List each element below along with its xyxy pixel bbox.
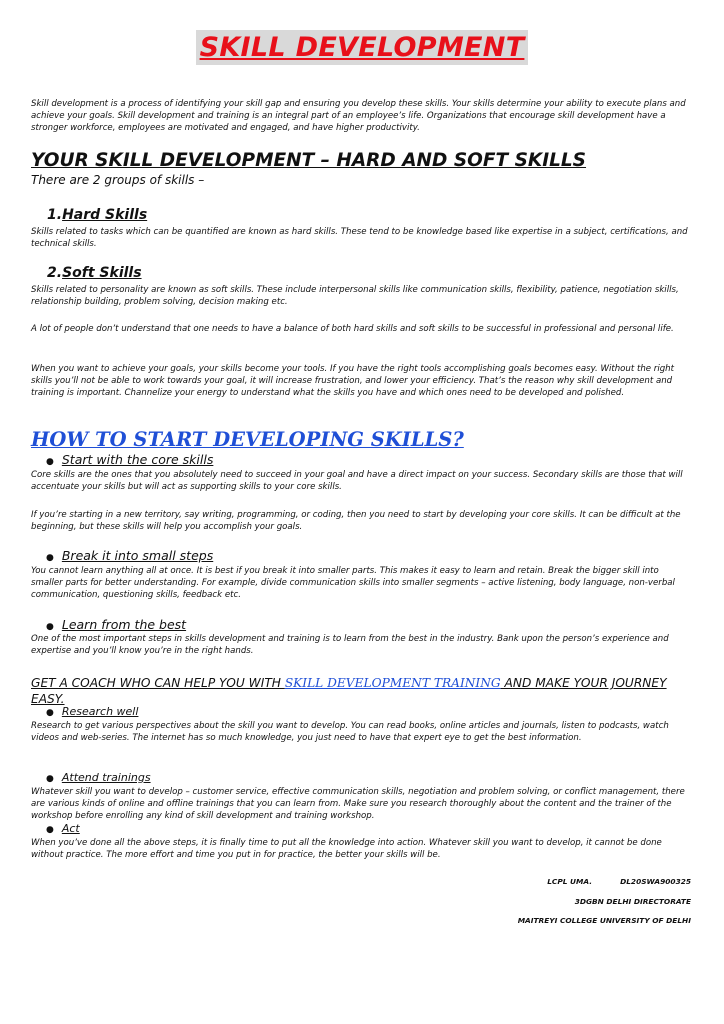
signature-id: DL20SWA900325 xyxy=(620,877,691,886)
research-text: Research to get various perspectives about the skill you want to develop. You can read books, online articles and journals, listen to podcasts, watch videos and web-series. The internet has so much knowledge, you just need to have that expert eye to get the best information. xyxy=(31,721,669,743)
bullet-small-steps xyxy=(46,548,213,563)
act-text: When you’ve done all the above steps, it is finally time to put all the knowledge into action. Whatever skill you want to develop, it cannot be done without practice. The more effort and time you put in for practice, the better your skills will be. xyxy=(31,838,662,860)
section-heading-skills: YOUR SKILL DEVELOPMENT – HARD AND SOFT SKILLS xyxy=(31,150,587,171)
core-skills-text: Core skills are the ones that you absolutely need to succeed in your goal and have a direct impact on your success. Secondary skills are those that will accentuate your skills but will act as supporting skills to your core skills. xyxy=(31,470,683,492)
soft-skills-text: Skills related to personality are known as soft skills. These include interpersonal skills like communication skills, flexibility, patience, negotiation skills, relationship building, problem solving, decision making etc. xyxy=(31,285,679,307)
bullet-label: Act xyxy=(61,822,80,835)
coach-heading-part2: AND MAKE YOUR JOURNEY EASY. xyxy=(31,676,667,706)
balance-paragraph: A lot of people don’t understand that one needs to have a balance of both hard skills and soft skills to be successful in professional and personal life. xyxy=(31,324,674,334)
bullet-icon: ● xyxy=(46,457,54,467)
soft-skills-heading xyxy=(47,265,142,281)
hard-skills-heading xyxy=(47,207,147,223)
signature-college: MAITREYI COLLEGE UNIVERSITY OF DELHI xyxy=(517,916,691,925)
section-subheading: There are 2 groups of skills – xyxy=(31,173,205,187)
bullet-label: Attend trainings xyxy=(61,771,151,784)
bullet-label: Learn from the best xyxy=(61,617,187,632)
signature-name-line xyxy=(547,877,691,886)
learn-best-text: One of the most important steps in skills development and training is to learn from the best in the industry. Bank upon the person’s experience and expertise and you’ll know you’re in the right hands. xyxy=(31,634,669,656)
bullet-icon: ● xyxy=(46,774,54,784)
bullet-icon: ● xyxy=(46,708,54,718)
bullet-trainings xyxy=(46,771,151,784)
coach-heading-part1: GET A COACH WHO CAN HELP YOU WITH xyxy=(31,676,285,690)
tools-paragraph: When you want to achieve your goals, your skills become your tools. If you have the right tools accomplishing goals becomes easy. Without the right skills you’ll not be able to work towards your goal, it will increase frustration, and lower your efficiency. That’s the reason why skill development and training is important. Channelize your energy to understand what the skills you have and which ones need to be developed and polished. xyxy=(31,364,674,398)
bullet-label: Start with the core skills xyxy=(61,452,214,467)
section-heading-coach xyxy=(31,675,691,707)
bullet-core-skills xyxy=(46,452,213,467)
hard-skills-title: Hard Skills xyxy=(62,207,148,223)
bullet-icon: ● xyxy=(46,622,54,632)
bullet-learn-best xyxy=(46,617,186,632)
small-steps-text: You cannot learn anything all at once. It is best if you break it into smaller parts. This makes it easy to learn and retain. Break the bigger skill into smaller parts for better understanding. For example, divide communication skills into smaller segments – active listening, body language, non-verbal communication, questioning skills, feedback etc. xyxy=(31,566,675,600)
page-title: SKILL DEVELOPMENT xyxy=(196,30,529,65)
hard-skills-number: 1. xyxy=(47,207,63,223)
intro-paragraph: Skill development is a process of identifying your skill gap and ensuring you develop these skills. Your skills determine your ability to execute plans and achieve your goals. Skill development and training is an integral part of an employee’s life. Organizations that encourage skill development have a stronger workforce, employees are motivated and engaged, and have higher productivity. xyxy=(31,99,686,133)
section-heading-how-to-start: HOW TO START DEVELOPING SKILLS? xyxy=(31,428,464,451)
skill-training-link[interactable]: SKILL DEVELOPMENT TRAINING xyxy=(284,676,501,690)
bullet-icon: ● xyxy=(46,825,54,835)
core-skills-text-2: If you’re starting in a new territory, say writing, programming, or coding, then you need to start by developing your core skills. It can be difficult at the beginning, but these skills will help you accomplish your goals. xyxy=(31,510,681,532)
signature-name: LCPL UMA. xyxy=(547,877,593,886)
bullet-act xyxy=(46,822,80,835)
soft-skills-title: Soft Skills xyxy=(62,265,142,281)
bullet-icon: ● xyxy=(46,553,54,563)
bullet-research xyxy=(46,705,138,718)
soft-skills-number: 2. xyxy=(47,265,63,281)
hard-skills-text: Skills related to tasks which can be quantified are known as hard skills. These tend to be knowledge based like expertise in a subject, certifications, and technical skills. xyxy=(31,227,688,249)
title-block xyxy=(0,30,724,65)
bullet-label: Break it into small steps xyxy=(61,548,214,563)
bullet-label: Research well xyxy=(61,705,139,718)
signature-unit: 3DGBN DELHI DIRECTORATE xyxy=(574,897,691,906)
trainings-text: Whatever skill you want to develop – customer service, effective communication skills, negotiation and problem solving, or conflict management, there are various kinds of online and offline trainings that you can learn from. Make sure you research thoroughly about the content and the trainer of the workshop before enrolling any kind of skill development and training workshop. xyxy=(31,787,685,821)
